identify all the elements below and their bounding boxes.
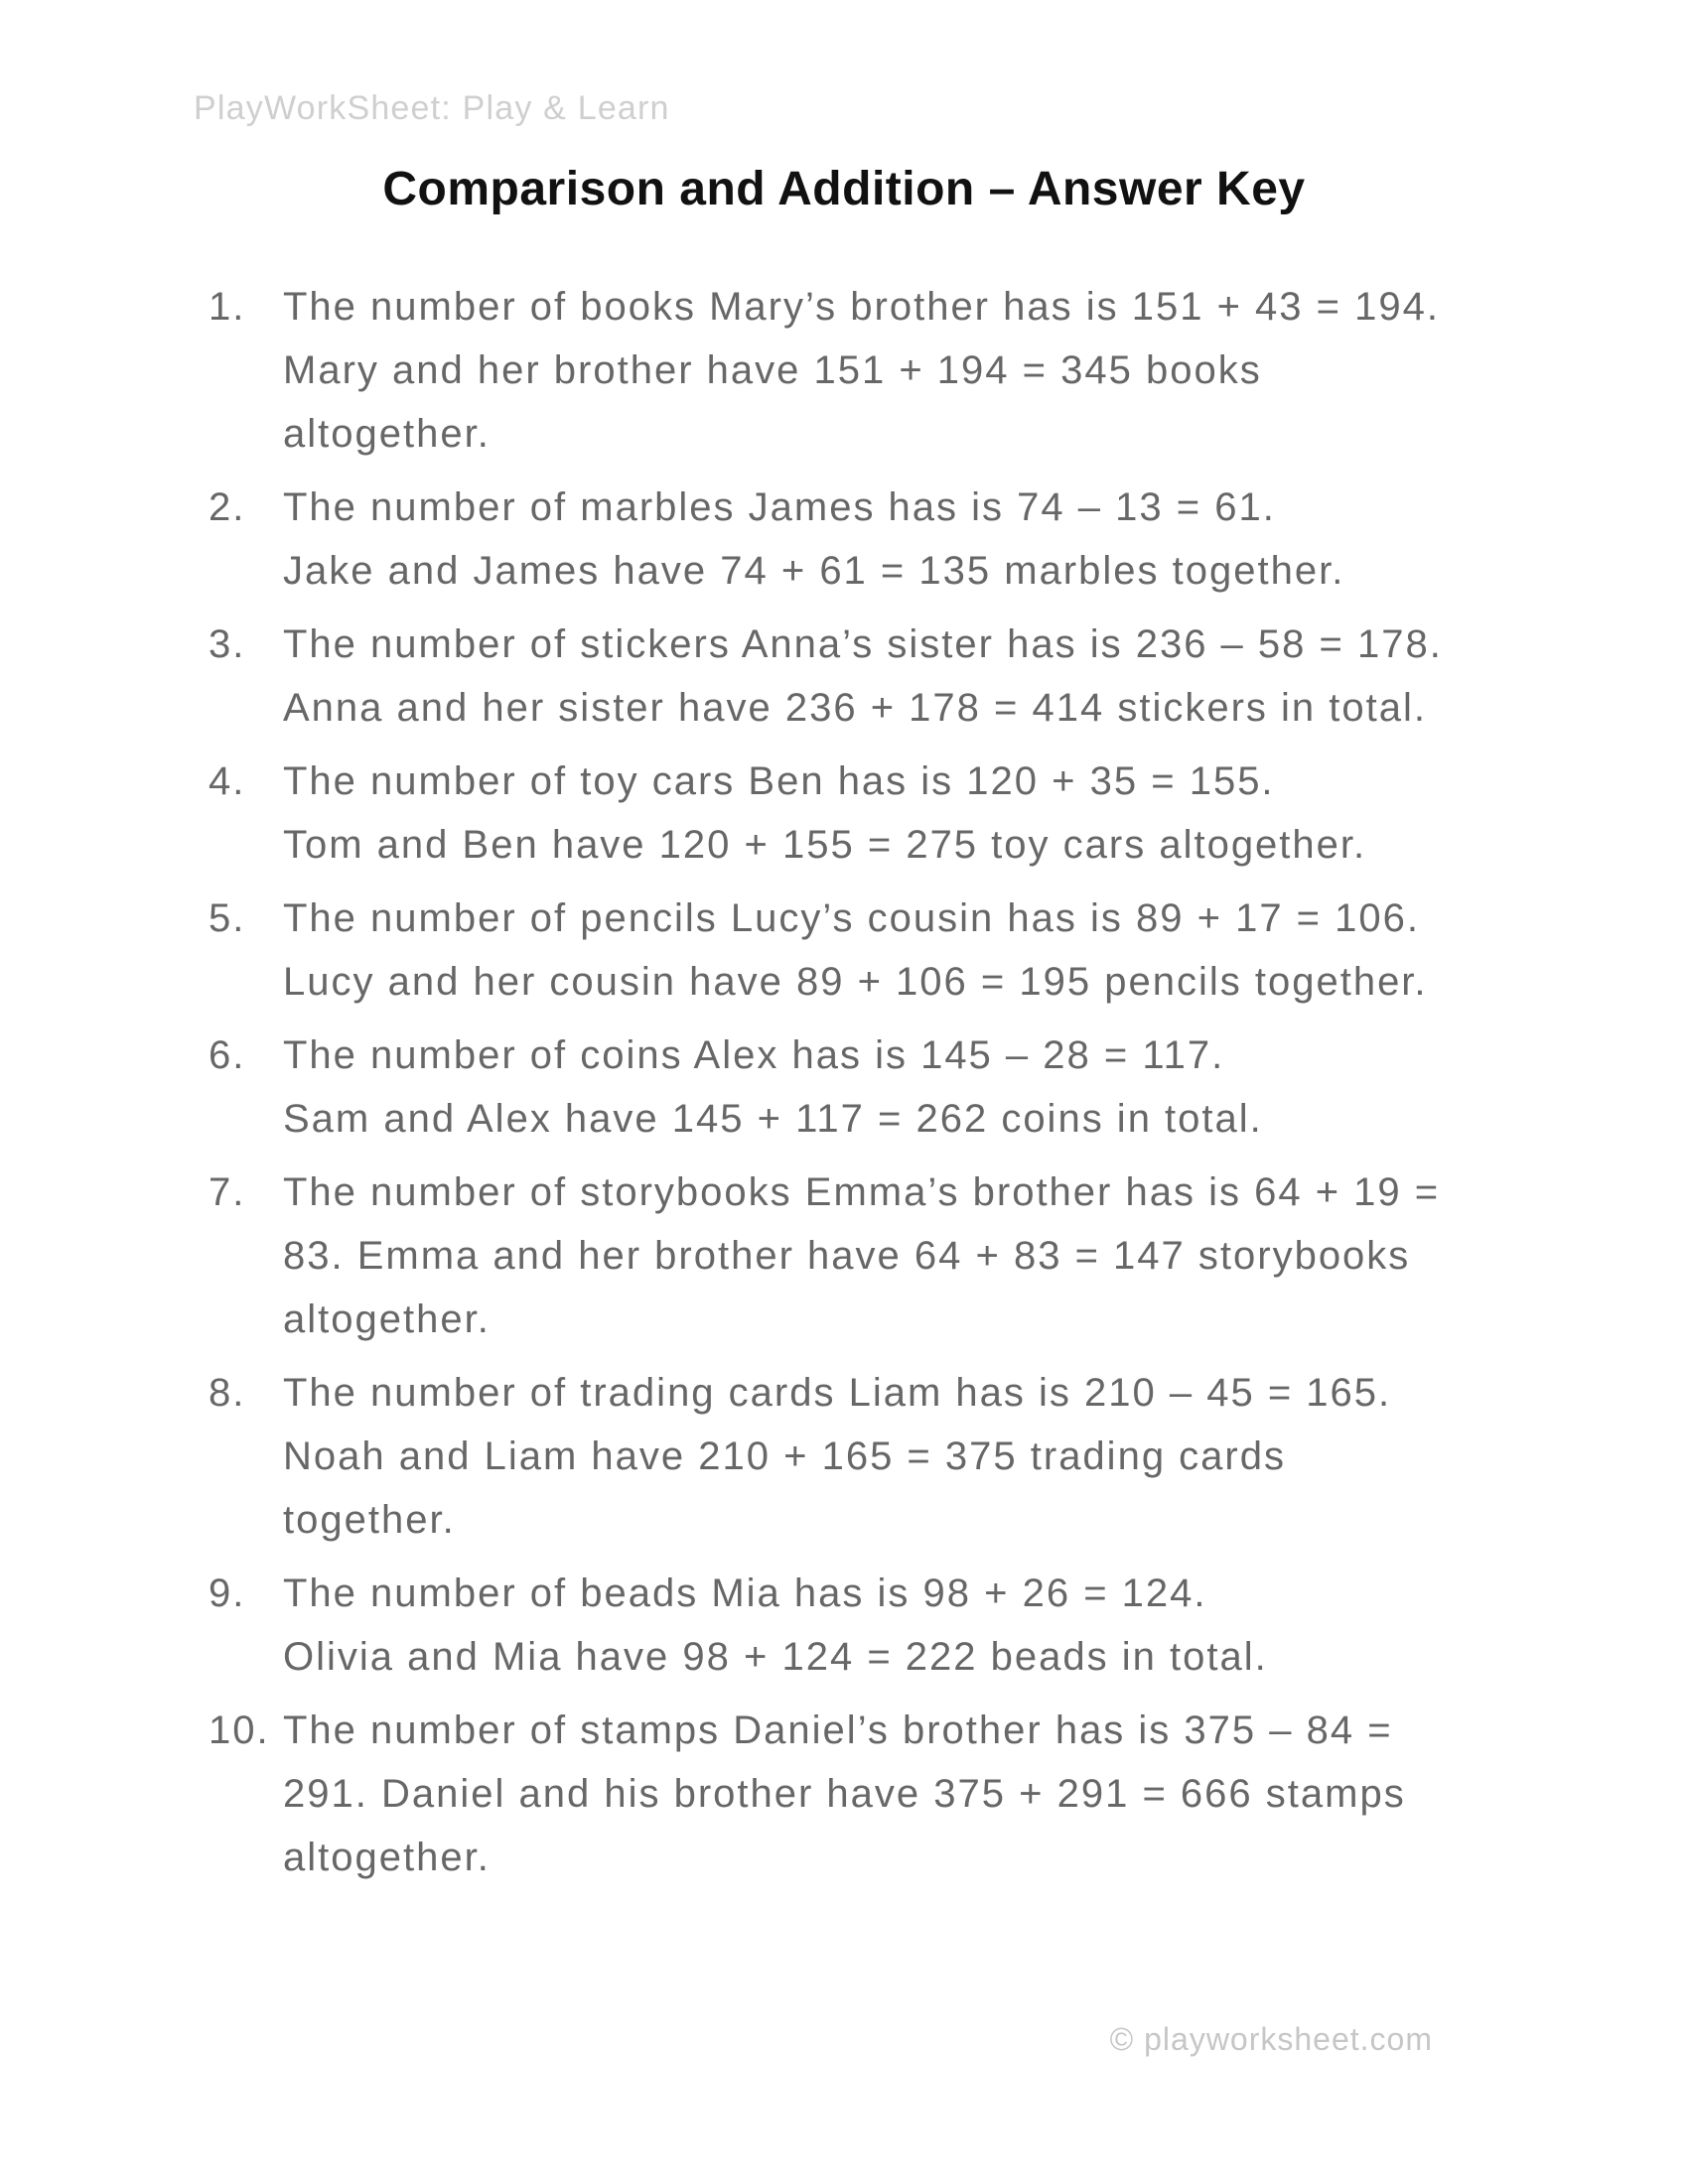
item-line: The number of stamps Daniel’s brother has is 375 – 84 = xyxy=(283,1708,1393,1752)
item-number: 1. xyxy=(209,285,246,329)
item-line: 291. Daniel and his brother have 375 + 291 = 666 stamps xyxy=(283,1772,1406,1816)
item-text xyxy=(283,613,1460,740)
item-line: Tom and Ben have 120 + 155 = 275 toy cars altogether. xyxy=(283,823,1367,867)
item-number: 9. xyxy=(209,1571,246,1615)
item-line: The number of beads Mia has is 98 + 26 = 124. xyxy=(283,1571,1207,1615)
page-title: Comparison and Addition – Answer Key xyxy=(382,163,1306,215)
item-text xyxy=(283,476,1460,603)
item-number: 3. xyxy=(209,622,246,666)
answer-item-2 xyxy=(209,476,1460,603)
footer-copyright: © playworksheet.com xyxy=(1109,2021,1433,2057)
item-text xyxy=(283,1699,1460,1889)
item-text xyxy=(283,1361,1460,1552)
item-text xyxy=(283,750,1460,877)
item-line: Mary and her brother have 151 + 194 = 345 books xyxy=(283,348,1262,392)
item-text xyxy=(283,1024,1460,1151)
item-line: Lucy and her cousin have 89 + 106 = 195 pencils together. xyxy=(283,960,1428,1004)
item-number: 10. xyxy=(209,1708,270,1752)
item-number: 6. xyxy=(209,1033,246,1077)
item-number: 5. xyxy=(209,896,246,940)
item-line: The number of trading cards Liam has is 210 – 45 = 165. xyxy=(283,1371,1392,1415)
item-text xyxy=(283,1562,1460,1689)
item-line: 83. Emma and her brother have 64 + 83 = 147 storybooks xyxy=(283,1234,1411,1278)
item-number: 4. xyxy=(209,759,246,803)
item-line: The number of coins Alex has is 145 – 28 = 117. xyxy=(283,1033,1225,1077)
item-line: The number of toy cars Ben has is 120 + 35 = 155. xyxy=(283,759,1275,803)
item-line: The number of stickers Anna’s sister has is 236 – 58 = 178. xyxy=(283,622,1443,666)
answer-item-8 xyxy=(209,1361,1460,1552)
item-line: altogether. xyxy=(283,412,491,456)
answer-item-7 xyxy=(209,1160,1460,1351)
item-line: altogether. xyxy=(283,1297,491,1341)
item-text xyxy=(283,275,1460,466)
item-text xyxy=(283,887,1460,1014)
brand-header: PlayWorkSheet: Play & Learn xyxy=(194,89,670,127)
answer-item-3 xyxy=(209,613,1460,740)
item-line: The number of books Mary’s brother has is 151 + 43 = 194. xyxy=(283,285,1440,329)
answer-item-9 xyxy=(209,1562,1460,1689)
item-line: The number of pencils Lucy’s cousin has is 89 + 17 = 106. xyxy=(283,896,1420,940)
answer-item-1 xyxy=(209,275,1460,466)
item-line: together. xyxy=(283,1498,456,1542)
answer-list xyxy=(209,275,1460,1899)
item-number: 2. xyxy=(209,485,246,529)
item-text xyxy=(283,1160,1460,1351)
answer-item-10 xyxy=(209,1699,1460,1889)
item-line: Anna and her sister have 236 + 178 = 414 stickers in total. xyxy=(283,686,1427,730)
item-line: Olivia and Mia have 98 + 124 = 222 beads in total. xyxy=(283,1635,1268,1679)
item-number: 7. xyxy=(209,1170,246,1214)
item-line: Jake and James have 74 + 61 = 135 marbles together. xyxy=(283,549,1345,593)
answer-item-5 xyxy=(209,887,1460,1014)
item-line: Noah and Liam have 210 + 165 = 375 trading cards xyxy=(283,1434,1286,1478)
item-number: 8. xyxy=(209,1371,246,1415)
item-line: Sam and Alex have 145 + 117 = 262 coins in total. xyxy=(283,1097,1263,1141)
item-line: The number of marbles James has is 74 – 13 = 61. xyxy=(283,485,1276,529)
answer-item-6 xyxy=(209,1024,1460,1151)
item-line: altogether. xyxy=(283,1836,491,1879)
item-line: The number of storybooks Emma’s brother has is 64 + 19 = xyxy=(283,1170,1441,1214)
answer-item-4 xyxy=(209,750,1460,877)
